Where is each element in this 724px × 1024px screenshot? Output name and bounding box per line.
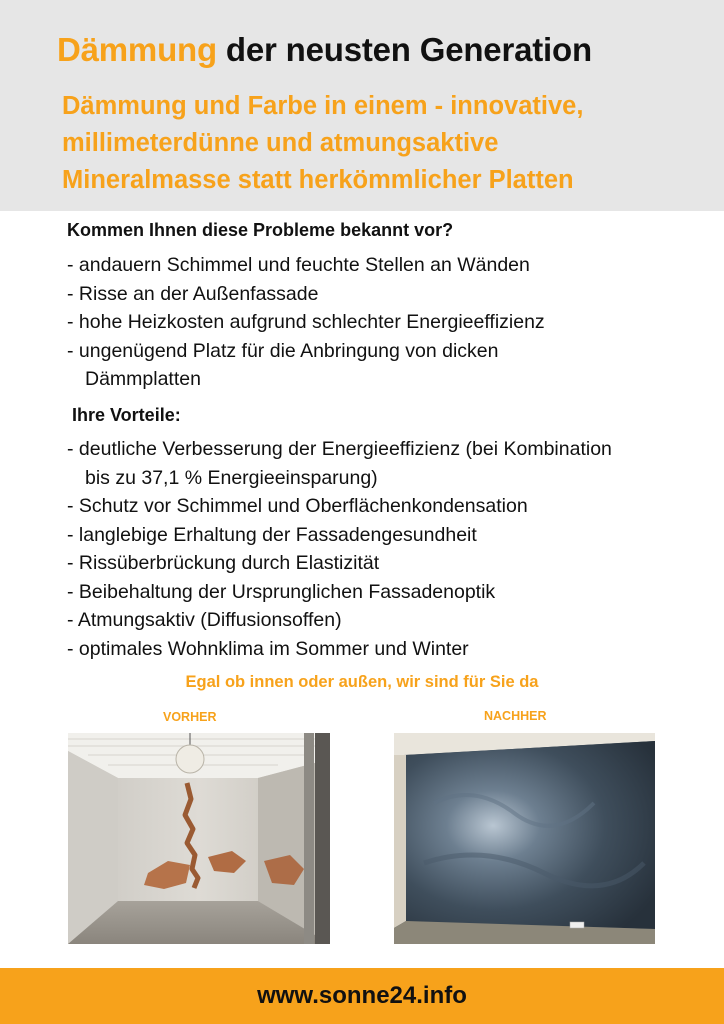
page-title	[57, 31, 592, 69]
before-photo	[68, 733, 330, 944]
list-item-continuation: Dämmplatten	[85, 368, 201, 390]
list-item: - ungenügend Platz für die Anbringung von dicken	[67, 339, 499, 362]
after-label: NACHHER	[484, 709, 547, 723]
list-item: - Risse an der Außenfassade	[67, 282, 319, 305]
renovated-wall-image	[394, 733, 655, 944]
list-item	[67, 464, 612, 493]
benefits-list	[67, 435, 612, 663]
subtitle-line: Mineralmasse statt herkömmlicher Platten	[62, 166, 574, 194]
footer-band	[0, 968, 724, 1024]
header-band	[0, 0, 724, 211]
title-accent: Dämmung	[57, 31, 217, 68]
list-item: - Beibehaltung der Ursprunglichen Fassadenoptik	[67, 580, 496, 603]
subtitle	[62, 88, 583, 199]
list-item	[67, 365, 545, 394]
problems-heading: Kommen Ihnen diese Probleme bekannt vor?	[67, 220, 454, 240]
benefits-heading: Ihre Vorteile:	[72, 405, 181, 425]
list-item: - Atmungsaktiv (Diffusionsoffen)	[67, 609, 342, 631]
after-photo	[394, 733, 655, 944]
list-item: - Schutz vor Schimmel und Oberflächenkondensation	[67, 495, 528, 517]
list-item: - langlebige Erhaltung der Fassadengesundheit	[67, 523, 477, 546]
subtitle-line: millimeterdünne und atmungsaktive	[62, 129, 499, 157]
list-item: - optimales Wohnklima im Sommer und Winter	[67, 637, 469, 660]
title-rest: der neusten Generation	[216, 31, 592, 68]
list-item: - Rissüberbrückung durch Elastizität	[67, 552, 380, 574]
problems-list	[67, 251, 545, 394]
before-label: VORHER	[163, 710, 217, 724]
damaged-room-image	[68, 733, 330, 944]
list-item: - hohe Heizkosten aufgrund schlechter Energieeffizienz	[67, 311, 545, 333]
tagline: Egal ob innen oder außen, wir sind für Sie da	[185, 673, 539, 691]
list-item: - deutliche Verbesserung der Energieeffizienz (bei Kombination	[67, 438, 612, 460]
website-link[interactable]: www.sonne24.info	[257, 982, 467, 1009]
list-item-continuation: bis zu 37,1 % Energieeinsparung)	[85, 466, 378, 489]
subtitle-line: Dämmung und Farbe in einem - innovative,	[62, 92, 584, 120]
list-item: - andauern Schimmel und feuchte Stellen an Wänden	[67, 254, 530, 276]
